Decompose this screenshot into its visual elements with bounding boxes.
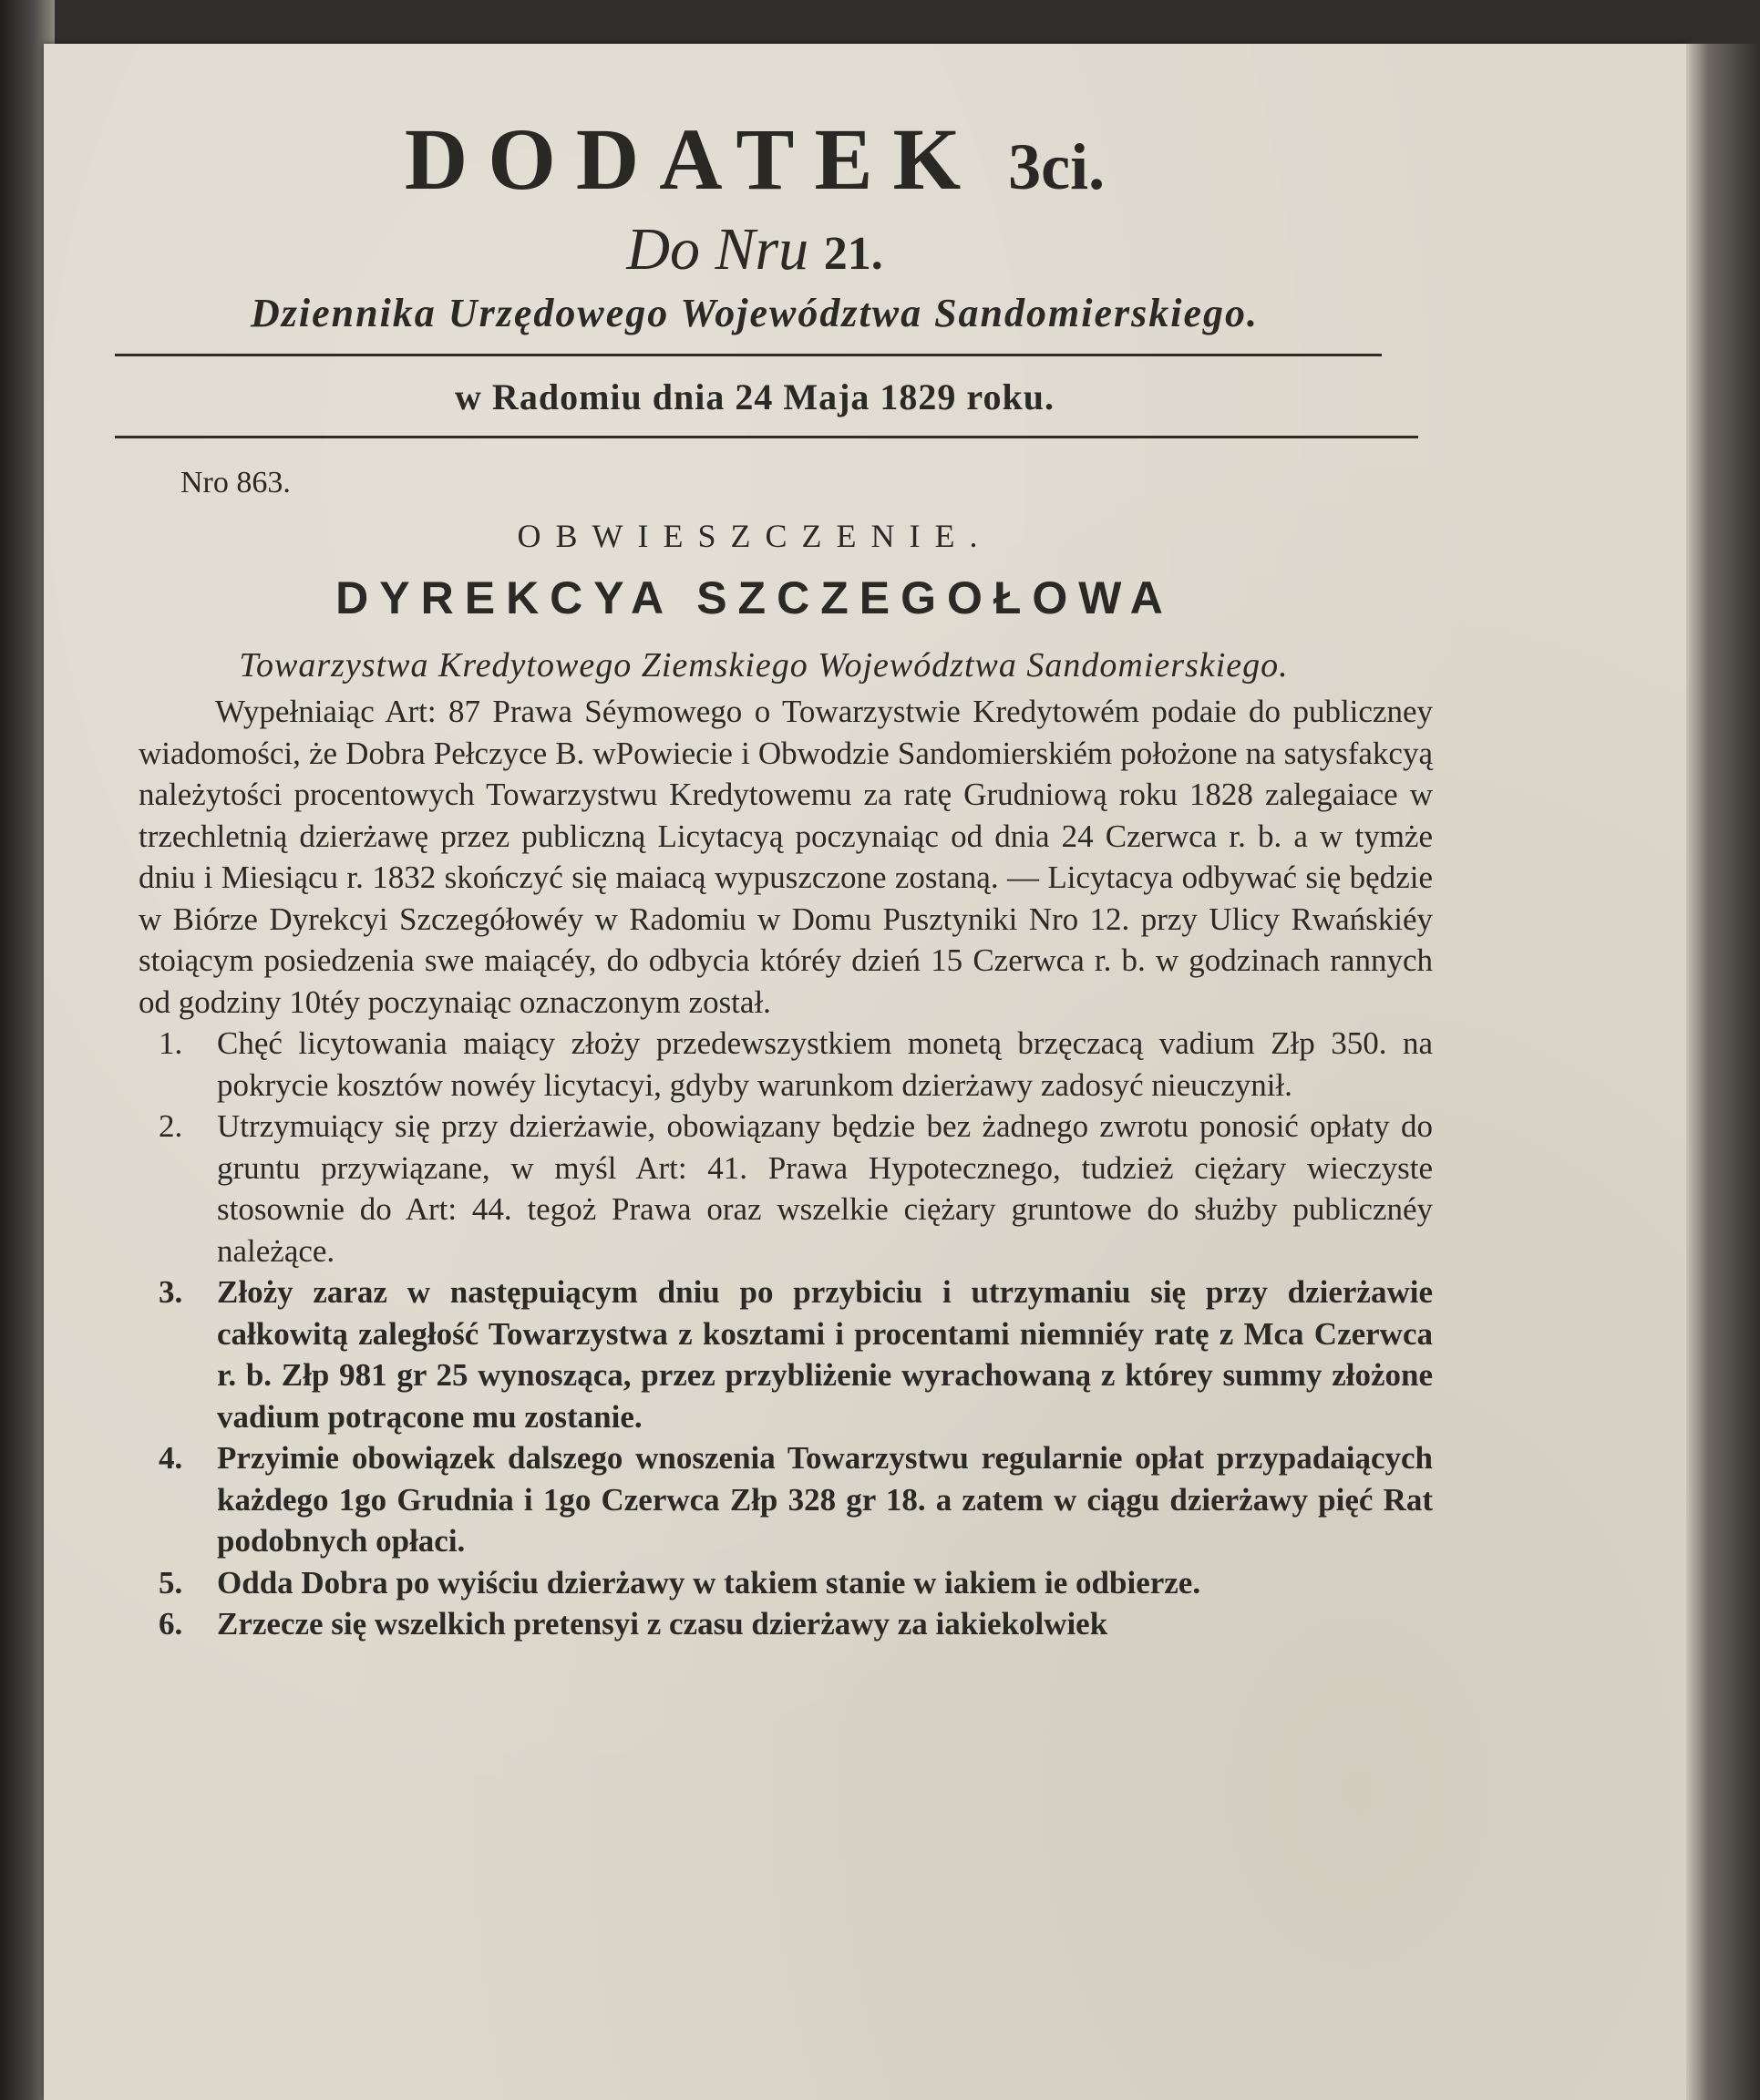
- notice-heading: OBWIESZCZENIE.: [517, 518, 993, 554]
- condition-number: 6.: [159, 1606, 183, 1642]
- condition-text: Chęć licytowania maiący złoży przedewszystkiem monetą brzęczacą vadium Złp 350. na pokrycie kosztów nowéy licytacyi, gdyby warunkom dzierżawy zadosyć nieuczynił.: [217, 1025, 1433, 1103]
- notice-intro-paragraph: Wypełniaiąc Art: 87 Prawa Séymowego o Towarzystwie Kredytowém podaie do publiczney wiadomości, że Dobra Pełczyce B. wPowiecie i Obwodzie Sandomierskiém położone na satysfakcyą należytości procentowych Towarzystwu Kredytowemu za ratę Grudniową roku 1828 zalegaiace w trzechletnią dzierżawę przez publiczną Licytacyą poczynaiąc od dnia 24 Czerwca r. b. a w tymże dniu i Miesiącu r. 1832 skończyć się maiacą wypuszczone zostaną. — Licytacya odbywać się będzie w Biórze Dyrekcyi Szczegółowéy w Radomiu w Domu Pusztyniki Nro 12. przy Ulicy Rwańskiéy stoiącym posiedzenia swe maiącéy, do odbycia któréy dzień 15 Czerwca r. b. w godzinach rannych od godziny 10téy poczynaiąc oznaczonym został.: [139, 694, 1433, 1020]
- condition-item: [139, 1106, 1433, 1271]
- supplement-number: 3ci.: [1008, 130, 1106, 203]
- condition-text: Utrzymuiący się przy dzierżawie, obowiązany będzie bez żadnego zwrotu ponosić opłaty do gruntu przywiązane, w myśl Art: 41. Prawa Hypotecznego, tudzież ciężary wieczyste stosownie do Art: 44. tegoż Prawa oraz wszelkie ciężary gruntowe do służby publicznéy należące.: [217, 1108, 1433, 1269]
- header-rule-top: [115, 354, 1382, 356]
- authority-subheading: Towarzystwa Kredytowego Ziemskiego Województwa Sandomierskiego.: [239, 646, 1289, 685]
- header-rule-bottom: [115, 436, 1418, 438]
- conditions-list: [139, 1023, 1433, 1645]
- condition-item: [139, 1023, 1433, 1106]
- authority-heading: DYREKCYA SZCZEGOŁOWA: [335, 572, 1174, 623]
- condition-number: 2.: [159, 1108, 183, 1144]
- condition-number: 4.: [159, 1440, 183, 1476]
- condition-text: Przyimie obowiązek dalszego wnoszenia Towarzystwu regularnie opłat przypadaiących każdego 1go Grudnia i 1go Czerwca Złp 328 gr 18. a zatem w ciągu dzierżawy pięć Rat podobnych opłaci.: [217, 1440, 1433, 1559]
- condition-number: 1.: [159, 1025, 183, 1061]
- condition-item: [139, 1603, 1433, 1645]
- issue-number: 21.: [823, 228, 883, 280]
- condition-text: Zrzecze się wszelkich pretensyi z czasu dzierżawy za iakiekolwiek: [217, 1606, 1108, 1642]
- masthead-title: [44, 109, 1466, 217]
- condition-item: [139, 1562, 1433, 1604]
- notice-number: Nro 863.: [180, 466, 291, 499]
- notice-body: [139, 691, 1433, 1645]
- document-page: [44, 44, 1686, 2100]
- condition-item: [139, 1271, 1433, 1437]
- condition-number: 5.: [159, 1564, 183, 1601]
- issue-label: Do Nru: [626, 216, 809, 283]
- condition-item: [139, 1437, 1433, 1562]
- issue-line: [44, 213, 1466, 291]
- condition-text: Odda Dobra po wyiściu dzierżawy w takiem stanie w iakiem ie odbierze.: [217, 1564, 1201, 1601]
- condition-text: Złoży zaraz w następuiącym dniu po przybiciu i utrzymaniu się przy dzierżawie całkowitą zaległość Towarzystwa z kosztami i procentami niemniéy ratę z Mca Czerwca r. b. Złp 981 gr 25 wynosząca, przez przybliżenie wyrachowaną z którey summy złożone vadium potrącone mu zostanie.: [217, 1274, 1433, 1435]
- journal-title: Dziennika Urzędowego Województwa Sandomierskiego.: [250, 291, 1260, 335]
- condition-number: 3.: [159, 1274, 183, 1310]
- page-edge-shadow: [1686, 44, 1760, 2100]
- supplement-title: DODATEK: [404, 110, 982, 208]
- dateline: w Radomiu dnia 24 Maja 1829 roku.: [455, 376, 1055, 417]
